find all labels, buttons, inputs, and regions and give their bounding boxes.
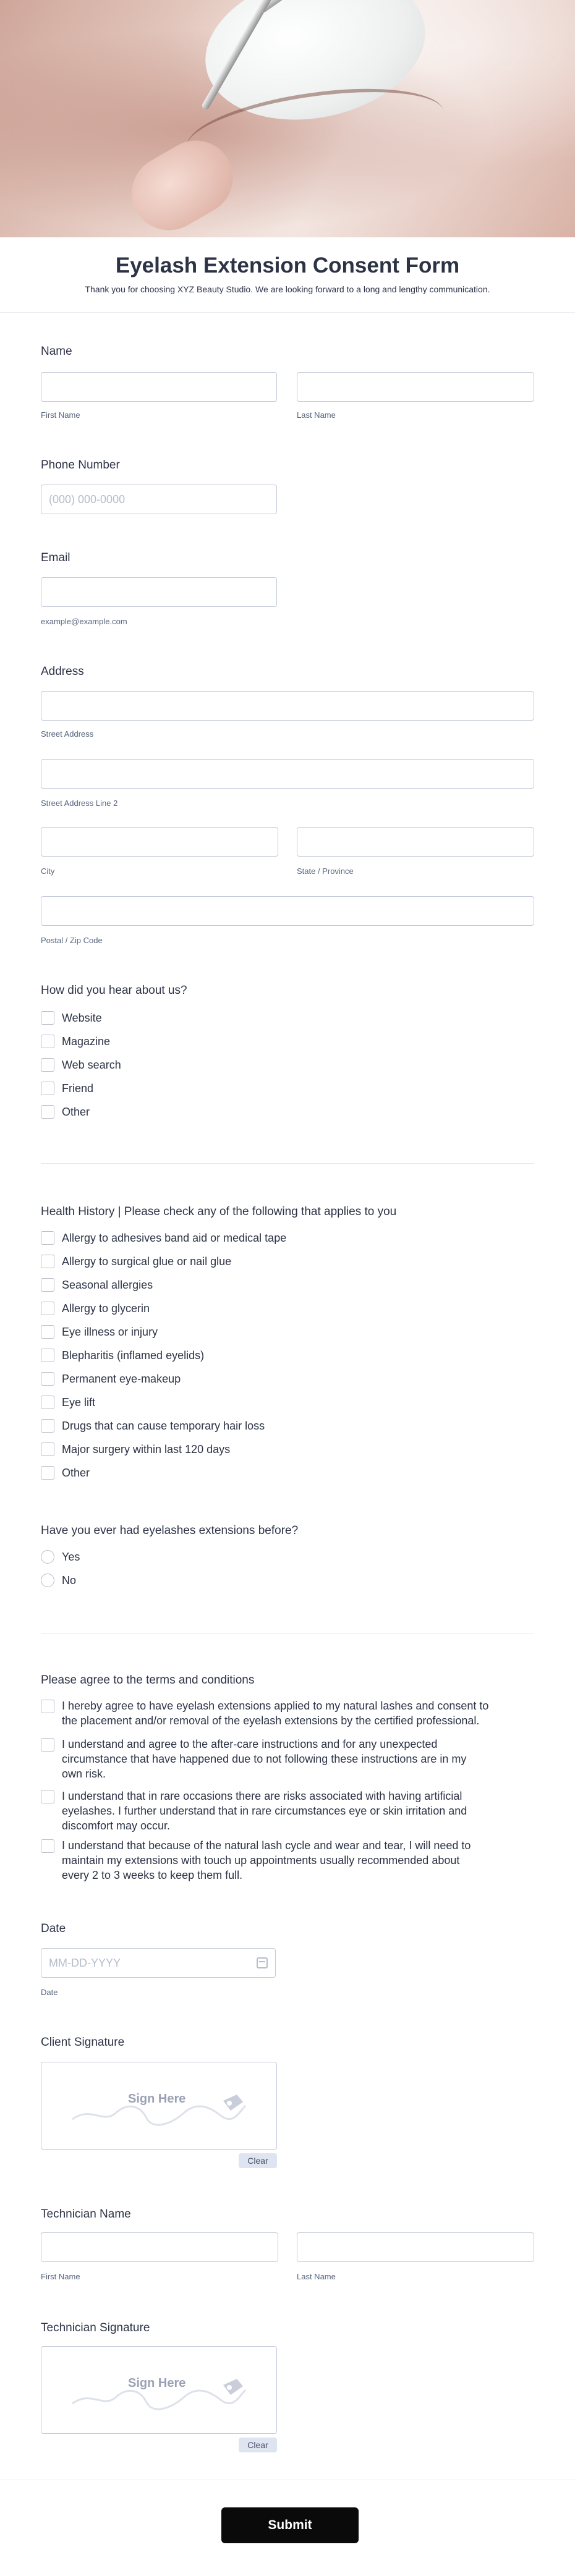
technician-last-name-input[interactable] bbox=[297, 2232, 534, 2262]
health-checkbox[interactable] bbox=[41, 1372, 54, 1386]
health-option: Allergy to surgical glue or nail glue bbox=[62, 1255, 232, 1268]
form-title: Eyelash Extension Consent Form bbox=[115, 253, 460, 278]
terms-checkbox[interactable] bbox=[41, 1738, 54, 1752]
street-address-2-input[interactable] bbox=[41, 759, 534, 789]
terms-checkbox[interactable] bbox=[41, 1839, 54, 1853]
hear-checkbox-friend[interactable] bbox=[41, 1082, 54, 1095]
terms-item: I understand that because of the natural lash cycle and wear and tear, I will need to maintain my extensions with touch up appointments usually recommended about every 2 to 3 weeks to keep them full. bbox=[62, 1839, 471, 1881]
address-label: Address bbox=[41, 665, 84, 678]
technician-first-name-input[interactable] bbox=[41, 2232, 278, 2262]
technician-signature-clear-button[interactable]: Clear bbox=[239, 2438, 277, 2452]
health-checkbox[interactable] bbox=[41, 1443, 54, 1456]
client-signature-label: Client Signature bbox=[41, 2036, 125, 2049]
section-divider bbox=[41, 1163, 534, 1164]
health-option: Blepharitis (inflamed eyelids) bbox=[62, 1349, 205, 1362]
terms-item: I hereby agree to have eyelash extensions applied to my natural lashes and consent to the placement and/or removal of the eyelash extensions by the certified professional. bbox=[62, 1700, 489, 1727]
health-checkbox[interactable] bbox=[41, 1325, 54, 1339]
signature-scribble-icon bbox=[41, 2347, 278, 2434]
date-placeholder: MM-DD-YYYY bbox=[49, 1957, 121, 1969]
health-checkbox[interactable] bbox=[41, 1231, 54, 1245]
terms-label: Please agree to the terms and conditions bbox=[41, 1674, 255, 1687]
state-sublabel: State / Province bbox=[297, 866, 354, 876]
hear-checkbox-magazine[interactable] bbox=[41, 1035, 54, 1048]
health-checkbox[interactable] bbox=[41, 1302, 54, 1315]
hear-option-website: Website bbox=[62, 1012, 102, 1024]
hear-option-magazine: Magazine bbox=[62, 1035, 111, 1048]
first-name-sublabel: First Name bbox=[41, 410, 80, 420]
technician-sign-here-text: Sign Here bbox=[128, 2376, 186, 2390]
health-option: Allergy to adhesives band aid or medical tape bbox=[62, 1232, 287, 1244]
terms-item: I understand that in rare occasions there are risks associated with having artificial eyelashes. I further understand that in rare circumstances eye or skin irritation and discomfort may occur. bbox=[62, 1790, 467, 1832]
date-sublabel: Date bbox=[41, 1988, 58, 1997]
city-sublabel: City bbox=[41, 866, 55, 876]
health-option: Seasonal allergies bbox=[62, 1279, 153, 1291]
form-subtitle: Thank you for choosing XYZ Beauty Studio. We are looking forward to a long and lengthy communication. bbox=[85, 284, 490, 294]
health-option: Other bbox=[62, 1467, 90, 1479]
hear-checkbox-website[interactable] bbox=[41, 1011, 54, 1025]
technician-first-name-sublabel: First Name bbox=[41, 2272, 80, 2281]
health-checkbox[interactable] bbox=[41, 1255, 54, 1268]
zip-sublabel: Postal / Zip Code bbox=[41, 936, 103, 945]
email-hint: example@example.com bbox=[41, 617, 127, 626]
before-radio-no[interactable] bbox=[41, 1574, 54, 1587]
health-checkbox[interactable] bbox=[41, 1278, 54, 1292]
header-image bbox=[0, 0, 575, 237]
calendar-icon[interactable] bbox=[257, 1957, 268, 1968]
hear-option-other: Other bbox=[62, 1106, 90, 1118]
health-option: Allergy to glycerin bbox=[62, 1302, 150, 1315]
health-option: Drugs that can cause temporary hair loss bbox=[62, 1420, 265, 1432]
before-option-yes: Yes bbox=[62, 1551, 80, 1563]
street-address-input[interactable] bbox=[41, 691, 534, 721]
before-radio-yes[interactable] bbox=[41, 1550, 54, 1564]
health-checkbox[interactable] bbox=[41, 1466, 54, 1480]
submit-button[interactable]: Submit bbox=[221, 2507, 359, 2543]
health-option: Major surgery within last 120 days bbox=[62, 1443, 231, 1455]
health-option: Eye lift bbox=[62, 1396, 96, 1409]
technician-signature-label: Technician Signature bbox=[41, 2321, 150, 2334]
technician-signature-pad[interactable] bbox=[41, 2346, 277, 2434]
phone-label: Phone Number bbox=[41, 459, 120, 472]
form-header bbox=[0, 237, 575, 313]
state-input[interactable] bbox=[297, 827, 534, 857]
zip-input[interactable] bbox=[41, 896, 534, 926]
technician-name-label: Technician Name bbox=[41, 2208, 131, 2221]
client-sign-here-text: Sign Here bbox=[128, 2092, 186, 2106]
hear-option-friend: Friend bbox=[62, 1082, 94, 1095]
before-label: Have you ever had eyelashes extensions before? bbox=[41, 1524, 299, 1537]
email-label: Email bbox=[41, 551, 70, 564]
health-label: Health History | Please check any of the following that applies to you bbox=[41, 1205, 397, 1218]
health-option: Permanent eye-makeup bbox=[62, 1373, 181, 1385]
last-name-input[interactable] bbox=[297, 372, 534, 402]
before-option-no: No bbox=[62, 1574, 77, 1587]
phone-placeholder: (000) 000-0000 bbox=[49, 493, 126, 506]
form-footer bbox=[0, 2480, 575, 2576]
last-name-sublabel: Last Name bbox=[297, 410, 336, 420]
health-checkbox[interactable] bbox=[41, 1349, 54, 1362]
hear-checkbox-web-search[interactable] bbox=[41, 1058, 54, 1072]
hear-label: How did you hear about us? bbox=[41, 984, 187, 997]
health-checkbox[interactable] bbox=[41, 1419, 54, 1433]
hear-checkbox-other[interactable] bbox=[41, 1105, 54, 1119]
terms-checkbox[interactable] bbox=[41, 1790, 54, 1803]
street-address-2-sublabel: Street Address Line 2 bbox=[41, 799, 118, 808]
health-checkbox[interactable] bbox=[41, 1396, 54, 1409]
signature-scribble-icon bbox=[41, 2062, 278, 2150]
client-signature-clear-button[interactable]: Clear bbox=[239, 2153, 277, 2168]
street-address-sublabel: Street Address bbox=[41, 729, 94, 739]
phone-input[interactable] bbox=[41, 485, 277, 514]
name-label: Name bbox=[41, 345, 72, 358]
client-signature-pad[interactable] bbox=[41, 2062, 277, 2150]
date-label: Date bbox=[41, 1922, 66, 1935]
city-input[interactable] bbox=[41, 827, 278, 857]
first-name-input[interactable] bbox=[41, 372, 277, 402]
date-input[interactable] bbox=[41, 1948, 276, 1978]
terms-checkbox[interactable] bbox=[41, 1700, 54, 1713]
email-input[interactable] bbox=[41, 577, 277, 607]
technician-last-name-sublabel: Last Name bbox=[297, 2272, 336, 2281]
hear-option-web-search: Web search bbox=[62, 1059, 121, 1071]
terms-item: I understand and agree to the after-care instructions and for any unexpected circumstance that have happened due to not following these instructions are in my own risk. bbox=[62, 1738, 467, 1780]
health-option: Eye illness or injury bbox=[62, 1326, 158, 1338]
